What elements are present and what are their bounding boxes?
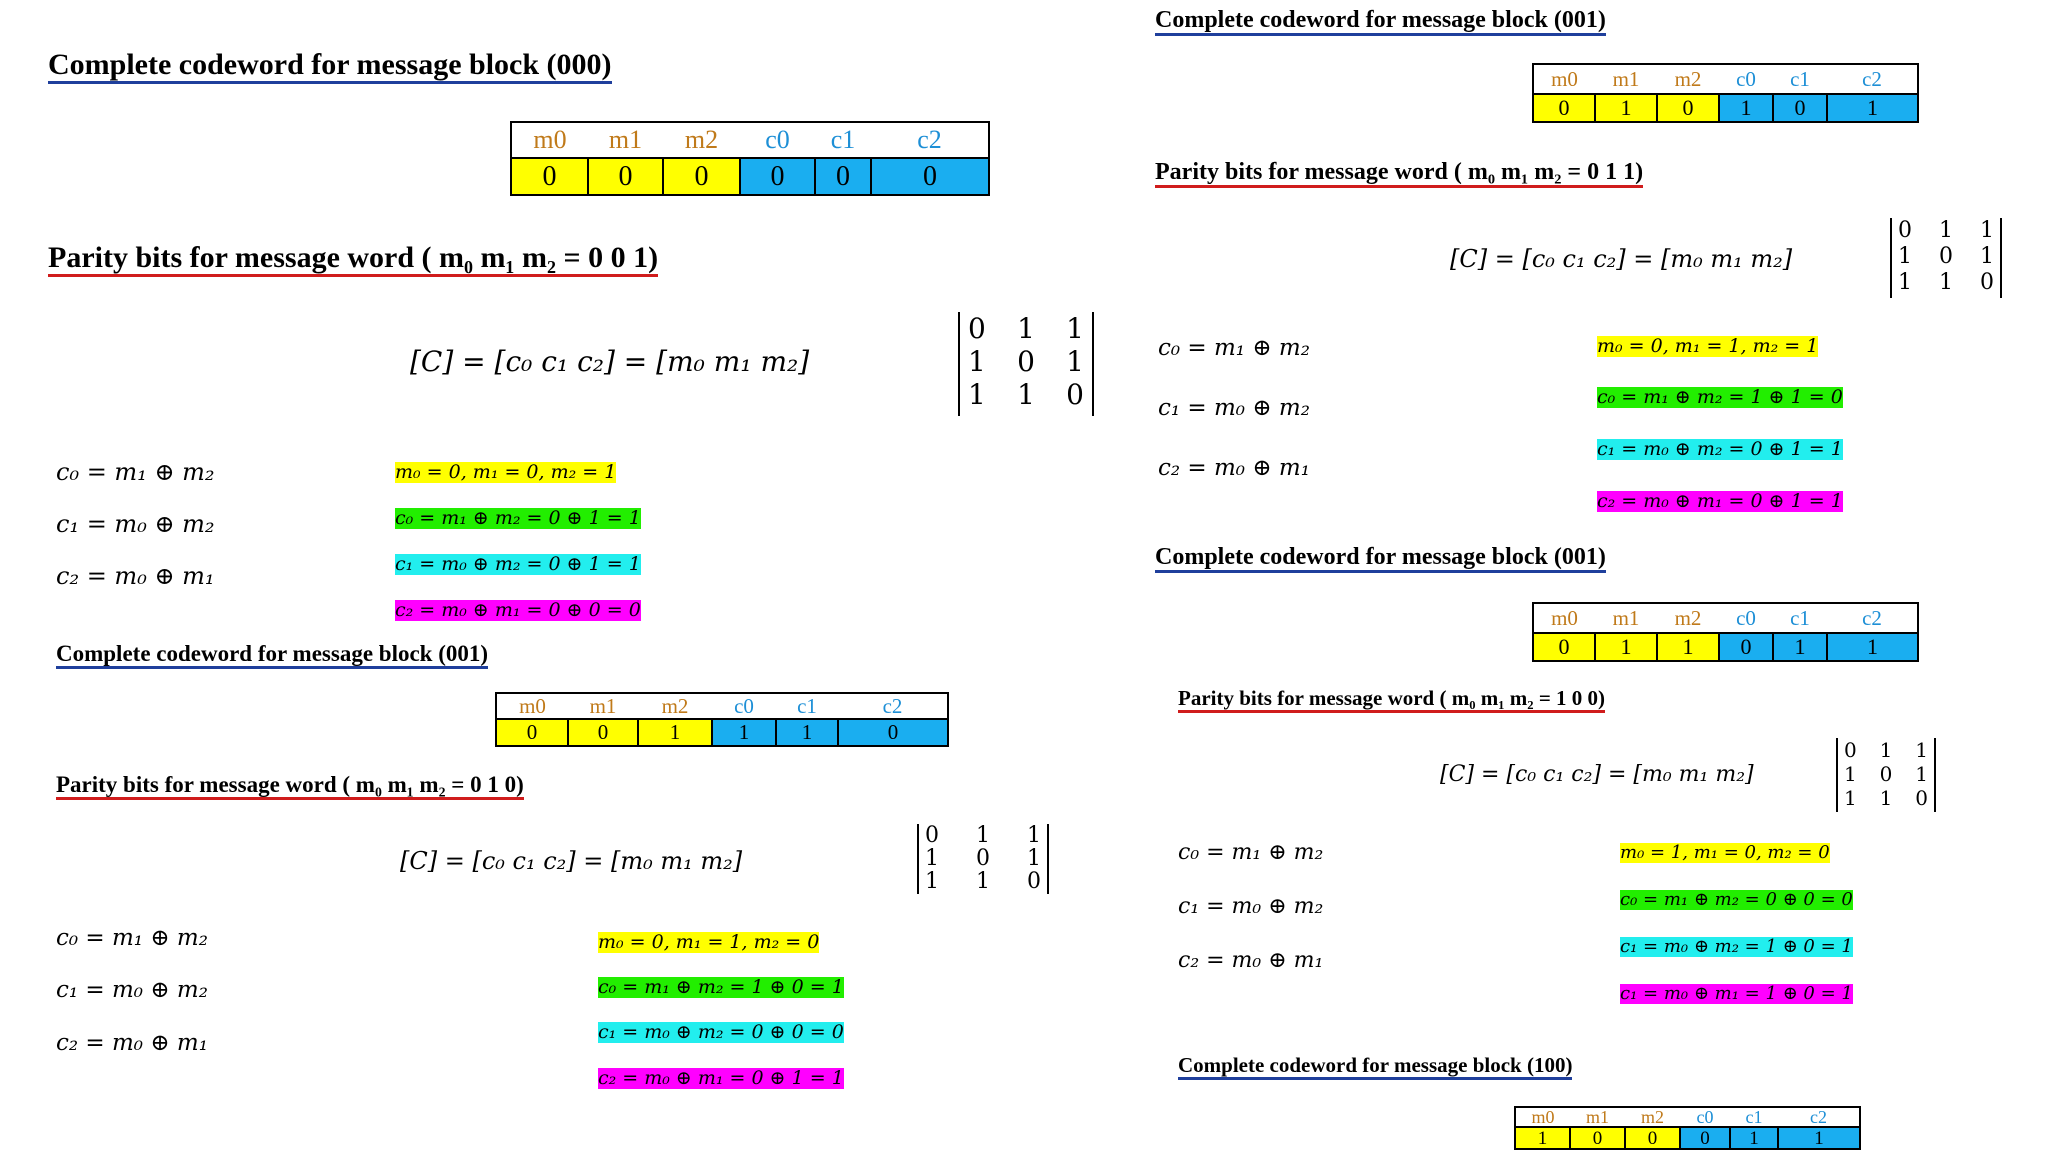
parity-c2-001: c₂ = m₀ ⊕ m₁ = 0 ⊕ 0 = 0 — [395, 599, 641, 621]
codeword-table-100 — [1514, 1106, 1861, 1150]
generator-matrix — [917, 824, 1049, 894]
header-m0: m0 — [496, 693, 568, 719]
heading-codeword-100: Complete codeword for message block (100) — [1178, 1055, 1572, 1080]
parity-c1-011: c₁ = m₀ ⊕ m₂ = 0 ⊕ 1 = 1 — [1597, 438, 1843, 460]
cell-m0: 0 — [1533, 633, 1595, 661]
matrix-cell: 0 — [1066, 378, 1084, 411]
header-c0: c0 — [740, 122, 815, 158]
matrix-cell: 1 — [1844, 762, 1857, 786]
header-c1: c1 — [776, 693, 838, 719]
equation-c1: c₁ = m₀ ⊕ m₂ — [1158, 395, 1310, 421]
generator-matrix — [958, 312, 1094, 416]
matrix-cell: 0 — [1980, 270, 1994, 295]
message-values-100: m₀ = 1, m₁ = 0, m₂ = 0 — [1620, 842, 1830, 863]
cell-c2: 0 — [871, 158, 989, 195]
matrix-cell: 1 — [1027, 846, 1041, 871]
parity-c0-011: c₀ = m₁ ⊕ m₂ = 1 ⊕ 1 = 0 — [1597, 386, 1843, 408]
cell-c2: 1 — [1827, 633, 1918, 661]
matrix-cell: 0 — [976, 846, 990, 871]
cell-m2: 1 — [1657, 633, 1719, 661]
heading-parity-011: Parity bits for message word ( m₀ m₁ m₂ = 0 1 1) — [1155, 160, 1643, 188]
cell-m2: 0 — [1657, 94, 1719, 122]
header-m0: m0 — [1533, 64, 1595, 94]
cell-m1: 0 — [568, 719, 638, 746]
equation-c0: c₀ = m₁ ⊕ m₂ — [1158, 335, 1310, 361]
heading-codeword-001-b: Complete codeword for message block (001) — [1155, 8, 1606, 36]
matrix-cell: 1 — [1915, 738, 1928, 762]
cell-c0: 0 — [1719, 633, 1773, 661]
matrix-cell: 0 — [1898, 218, 1912, 243]
header-c0: c0 — [1719, 64, 1773, 94]
heading-parity-100: Parity bits for message word ( m₀ m₁ m₂ = 1 0 0) — [1178, 688, 1605, 713]
cell-c0: 0 — [1680, 1127, 1730, 1149]
matrix-cell: 1 — [1980, 244, 1994, 269]
matrix-cell: 1 — [976, 823, 990, 848]
header-m1: m1 — [568, 693, 638, 719]
cell-m2: 0 — [1625, 1127, 1680, 1149]
cell-c2: 1 — [1778, 1127, 1860, 1149]
header-m2: m2 — [1657, 64, 1719, 94]
header-m1: m1 — [1570, 1107, 1625, 1127]
matrix-cell: 1 — [1980, 218, 1994, 243]
cell-m1: 1 — [1595, 633, 1657, 661]
codeword-table-001-a — [495, 692, 949, 747]
matrix-equation-lhs: [C] = [c₀ c₁ c₂] = [m₀ m₁ m₂] — [400, 847, 743, 875]
equation-c2: c₂ = m₀ ⊕ m₁ — [56, 1030, 208, 1056]
equation-c2: c₂ = m₀ ⊕ m₁ — [1158, 455, 1310, 481]
header-m2: m2 — [638, 693, 712, 719]
matrix-cell: 1 — [968, 378, 986, 411]
matrix-cell: 0 — [1939, 244, 1953, 269]
cell-m2: 0 — [663, 158, 740, 195]
header-c2: c2 — [1778, 1107, 1860, 1127]
generator-matrix — [1890, 218, 2002, 298]
cell-c0: 1 — [712, 719, 776, 746]
header-c0: c0 — [712, 693, 776, 719]
parity-c0-010: c₀ = m₁ ⊕ m₂ = 1 ⊕ 0 = 1 — [598, 976, 844, 998]
header-c1: c1 — [815, 122, 871, 158]
matrix-cell: 1 — [1066, 312, 1084, 345]
matrix-cell: 1 — [925, 869, 939, 894]
parity-c1-010: c₁ = m₀ ⊕ m₂ = 0 ⊕ 0 = 0 — [598, 1021, 844, 1043]
message-values-001: m₀ = 0, m₁ = 0, m₂ = 1 — [395, 461, 617, 483]
parity-c0-100: c₀ = m₁ ⊕ m₂ = 0 ⊕ 0 = 0 — [1620, 889, 1853, 910]
header-m2: m2 — [1625, 1107, 1680, 1127]
matrix-cell: 1 — [1939, 218, 1953, 243]
equation-c0: c₀ = m₁ ⊕ m₂ — [56, 458, 215, 486]
header-c1: c1 — [1773, 603, 1827, 633]
header-c0: c0 — [1680, 1107, 1730, 1127]
matrix-cell: 1 — [1915, 762, 1928, 786]
header-m1: m1 — [588, 122, 663, 158]
cell-c2: 0 — [838, 719, 948, 746]
matrix-cell: 1 — [1066, 345, 1084, 378]
parity-c1-001: c₁ = m₀ ⊕ m₂ = 0 ⊕ 1 = 1 — [395, 553, 641, 575]
header-c2: c2 — [1827, 603, 1918, 633]
matrix-cell: 1 — [1939, 270, 1953, 295]
matrix-cell: 0 — [968, 312, 986, 345]
heading-parity-010: Parity bits for message word ( m₀ m₁ m₂ = 0 1 0) — [56, 773, 524, 800]
generator-matrix — [1836, 738, 1936, 812]
cell-c0: 1 — [1719, 94, 1773, 122]
header-m0: m0 — [511, 122, 588, 158]
header-m1: m1 — [1595, 64, 1657, 94]
heading-parity-001: Parity bits for message word ( m₀ m₁ m₂ = 0 0 1) — [48, 243, 658, 277]
parity-c1-100: c₁ = m₀ ⊕ m₂ = 1 ⊕ 0 = 1 — [1620, 936, 1853, 957]
equation-c1: c₁ = m₀ ⊕ m₂ — [1178, 894, 1324, 919]
cell-m0: 0 — [511, 158, 588, 195]
cell-c1: 0 — [815, 158, 871, 195]
matrix-cell: 1 — [1017, 312, 1035, 345]
cell-m0: 1 — [1515, 1127, 1570, 1149]
cell-m0: 0 — [1533, 94, 1595, 122]
matrix-cell: 1 — [925, 846, 939, 871]
equation-c2: c₂ = m₀ ⊕ m₁ — [56, 562, 215, 590]
matrix-cell: 0 — [925, 823, 939, 848]
header-m1: m1 — [1595, 603, 1657, 633]
header-c2: c2 — [838, 693, 948, 719]
matrix-cell: 0 — [1915, 786, 1928, 810]
matrix-cell: 0 — [1017, 345, 1035, 378]
message-values-010: m₀ = 0, m₁ = 1, m₂ = 0 — [598, 931, 820, 953]
cell-m1: 1 — [1595, 94, 1657, 122]
matrix-cell: 0 — [1027, 869, 1041, 894]
header-c1: c1 — [1730, 1107, 1778, 1127]
matrix-equation-lhs: [C] = [c₀ c₁ c₂] = [m₀ m₁ m₂] — [1450, 245, 1793, 273]
cell-c1: 0 — [1773, 94, 1827, 122]
codeword-table-001-c — [1532, 602, 1919, 662]
cell-c0: 0 — [740, 158, 815, 195]
equation-c1: c₁ = m₀ ⊕ m₂ — [56, 977, 208, 1003]
matrix-equation-lhs: [C] = [c₀ c₁ c₂] = [m₀ m₁ m₂] — [1440, 762, 1754, 787]
matrix-cell: 1 — [1898, 244, 1912, 269]
codeword-table-001-b — [1532, 63, 1919, 123]
parity-c2-011: c₂ = m₀ ⊕ m₁ = 0 ⊕ 1 = 1 — [1597, 490, 1843, 512]
matrix-cell: 1 — [1027, 823, 1041, 848]
cell-m2: 1 — [638, 719, 712, 746]
header-m2: m2 — [663, 122, 740, 158]
equation-c0: c₀ = m₁ ⊕ m₂ — [1178, 840, 1324, 865]
matrix-cell: 1 — [1879, 786, 1893, 810]
header-c2: c2 — [1827, 64, 1918, 94]
parity-c2-010: c₂ = m₀ ⊕ m₁ = 0 ⊕ 1 = 1 — [598, 1067, 844, 1089]
header-c1: c1 — [1773, 64, 1827, 94]
header-c0: c0 — [1719, 603, 1773, 633]
header-m2: m2 — [1657, 603, 1719, 633]
cell-c1: 1 — [1773, 633, 1827, 661]
cell-c1: 1 — [1730, 1127, 1778, 1149]
matrix-cell: 1 — [1844, 786, 1857, 810]
matrix-cell: 1 — [1898, 270, 1912, 295]
header-m0: m0 — [1515, 1107, 1570, 1127]
matrix-cell: 1 — [1879, 738, 1893, 762]
cell-m0: 0 — [496, 719, 568, 746]
matrix-cell: 1 — [968, 345, 986, 378]
matrix-cell: 1 — [976, 869, 990, 894]
heading-codeword-001-c: Complete codeword for message block (001) — [1155, 545, 1606, 573]
cell-c1: 1 — [776, 719, 838, 746]
header-c2: c2 — [871, 122, 989, 158]
codeword-table-000 — [510, 121, 990, 196]
message-values-011: m₀ = 0, m₁ = 1, m₂ = 1 — [1597, 335, 1819, 357]
matrix-cell: 0 — [1844, 738, 1857, 762]
cell-m1: 0 — [588, 158, 663, 195]
matrix-cell: 0 — [1879, 762, 1893, 786]
matrix-cell: 1 — [1017, 378, 1035, 411]
equation-c0: c₀ = m₁ ⊕ m₂ — [56, 925, 208, 951]
parity-c0-001: c₀ = m₁ ⊕ m₂ = 0 ⊕ 1 = 1 — [395, 507, 641, 529]
heading-codeword-001-a: Complete codeword for message block (001) — [56, 642, 488, 669]
equation-c2: c₂ = m₀ ⊕ m₁ — [1178, 948, 1324, 973]
parity-c2-100: c₁ = m₀ ⊕ m₁ = 1 ⊕ 0 = 1 — [1620, 983, 1853, 1004]
heading-codeword-000: Complete codeword for message block (000) — [48, 50, 612, 84]
cell-m1: 0 — [1570, 1127, 1625, 1149]
header-m0: m0 — [1533, 603, 1595, 633]
matrix-equation-lhs: [C] = [c₀ c₁ c₂] = [m₀ m₁ m₂] — [410, 345, 810, 378]
cell-c2: 1 — [1827, 94, 1918, 122]
equation-c1: c₁ = m₀ ⊕ m₂ — [56, 510, 215, 538]
